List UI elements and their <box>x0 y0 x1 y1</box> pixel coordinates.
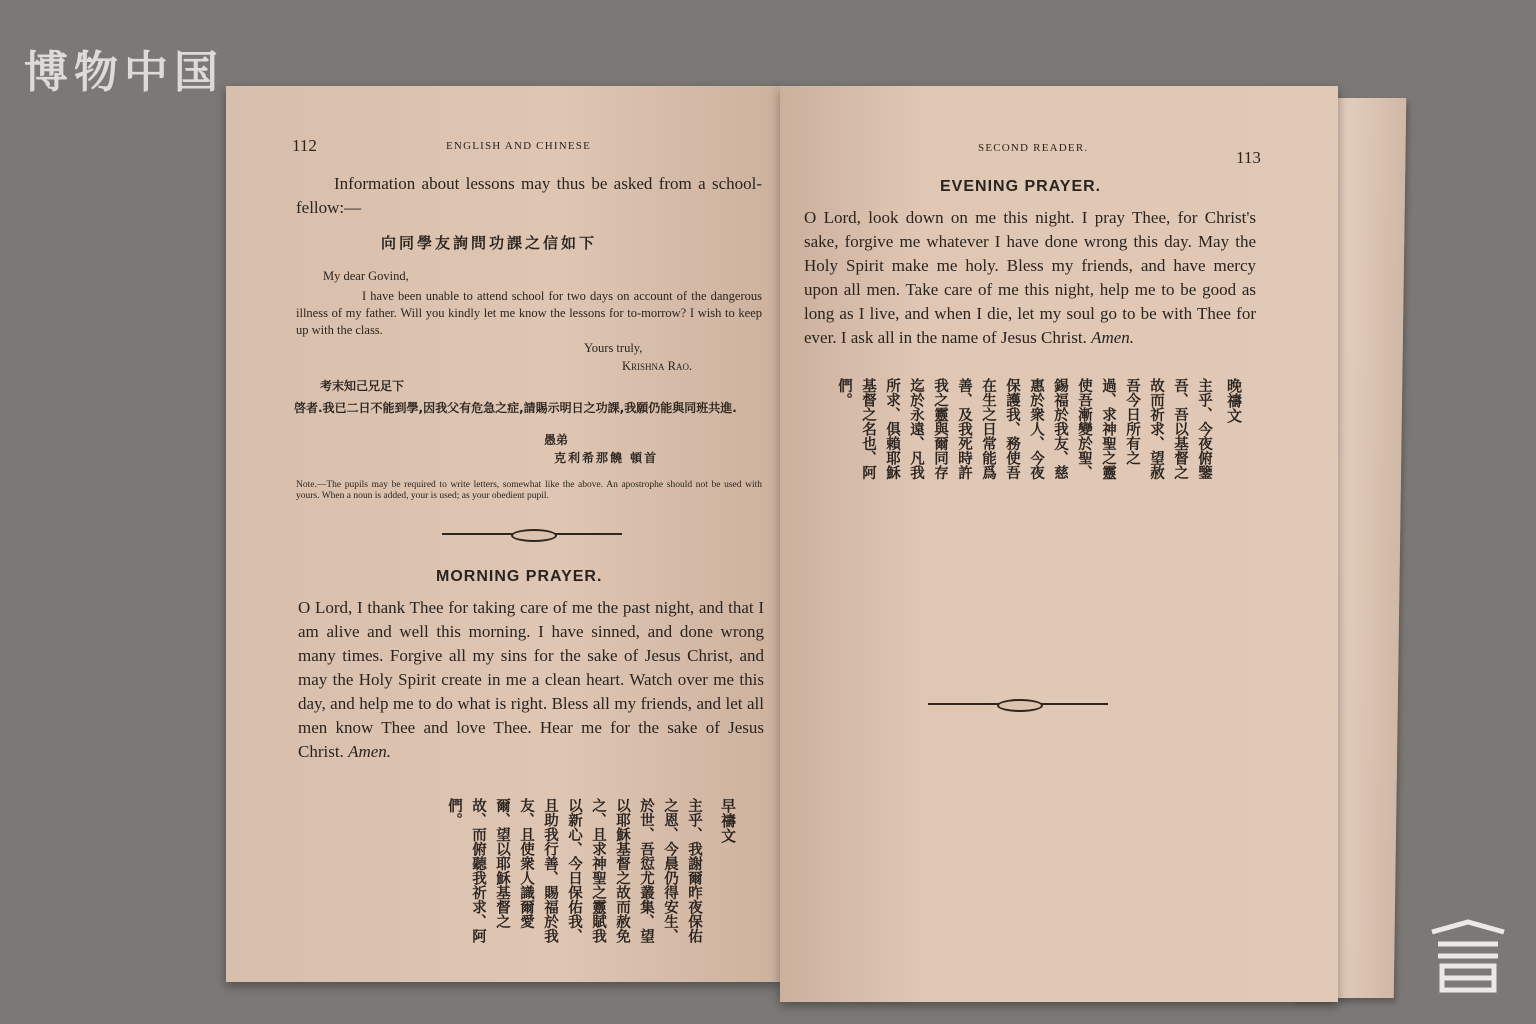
right-page-number: 113 <box>1236 148 1261 167</box>
museum-logo-icon <box>1428 918 1508 996</box>
right-page <box>780 86 1338 1002</box>
ornamental-divider <box>442 528 622 540</box>
evening-prayer-cn-title: 晚禱文 <box>1225 378 1243 423</box>
evening-prayer-cn-text: 主乎、今夜俯鑒吾、吾以基督之故而祈求、望赦吾今日所有之過、求神聖之靈使吾漸變於聖、錫福於我友、慈惠於衆人、今夜保護我、務使吾在生之日常能爲善、及我死時許我之靈與爾同存迄於永遠、凡我所求、俱賴耶穌基督之名也、阿們。 <box>836 378 1212 480</box>
morning-prayer-amen: Amen. <box>348 742 392 761</box>
letter-signature: Krishna Rao. <box>622 359 693 373</box>
left-running-head: ENGLISH AND CHINESE <box>446 140 592 152</box>
letter-cn-salutation: 考末知己兄足下 <box>320 379 405 393</box>
left-page <box>226 86 782 982</box>
morning-prayer-cn-text: 主乎、我謝爾昨夜保佑之恩、今晨仍得安生、於世、吾愆尤叢集、望以耶穌基督之故而赦免之、且求神聖之靈賦我以新心、今日保佑我、且助我行善、賜福於我友、且使衆人識爾愛爾、望以耶穌基督之故、而俯聽我祈求、阿們。 <box>446 798 702 943</box>
morning-prayer-body: O Lord, I thank Thee for taking care of me the past night, and that I am alive and well this morning. I have sinned, and done wrong many times. Forgive all my sins for the sake of Jesus Christ, and may the Holy Spirit create in me a clean heart. Watch over me this day, and help me to do what is right. Bless all my friends, and let all men know Thee and love Thee. Hear me for the sake of Jesus Christ. <box>298 598 764 761</box>
teacher-note: Note.—The pupils may be required to write letters, somewhat like the above. An apostrophe should not be used with yours. When a noun is added, your is used; as your obedient pupil. <box>296 480 762 501</box>
left-page-number: 112 <box>292 136 317 155</box>
letter-body: I have been unable to attend school for two days on account of the dangerous illness of my father. Will you kindly let me know the lessons for to-morrow? I wish to keep up with the class. <box>296 289 762 337</box>
morning-prayer-heading: MORNING PRAYER. <box>436 568 603 585</box>
evening-prayer-amen: Amen. <box>1091 328 1135 347</box>
letter-intro-chinese: 向同學友詢問功課之信如下 <box>381 234 598 252</box>
evening-prayer-body: O Lord, look down on me this night. I pray Thee, for Christ's sake, forgive me whatever I have done wrong this day. May the Holy Spirit make me holy. Bless my friends, and have mercy upon all men. Take care of me this night, help me to be good as long as I live, and when I die, let my soul go to be with Thee for ever. I ask all in the name of Jesus Christ. <box>804 208 1256 347</box>
evening-prayer-text <box>804 206 1256 350</box>
letter-cn-signature: 克利希那饒 頓首 <box>554 451 659 465</box>
morning-prayer-chinese <box>330 798 740 948</box>
evening-prayer-chinese <box>814 378 1246 490</box>
ornamental-divider <box>928 698 1108 710</box>
letter-cn-closing: 愚弟 <box>544 433 569 447</box>
morning-prayer-text <box>298 596 764 764</box>
morning-prayer-cn-title: 早禱文 <box>719 798 737 843</box>
letter-cn-body: 啓者.我已二日不能到學,因我父有危急之症,請賜示明日之功課,我願仍能與同班共進. <box>294 401 737 415</box>
letter-salutation: My dear Govind, <box>323 269 409 283</box>
letter-closing: Yours truly, <box>584 341 643 355</box>
right-running-head: SECOND READER. <box>978 142 1089 154</box>
letter-intro: Information about lessons may thus be asked from a school-fellow:— <box>296 174 762 217</box>
evening-prayer-heading: EVENING PRAYER. <box>940 178 1102 195</box>
watermark-text: 博物中国 <box>24 47 224 98</box>
